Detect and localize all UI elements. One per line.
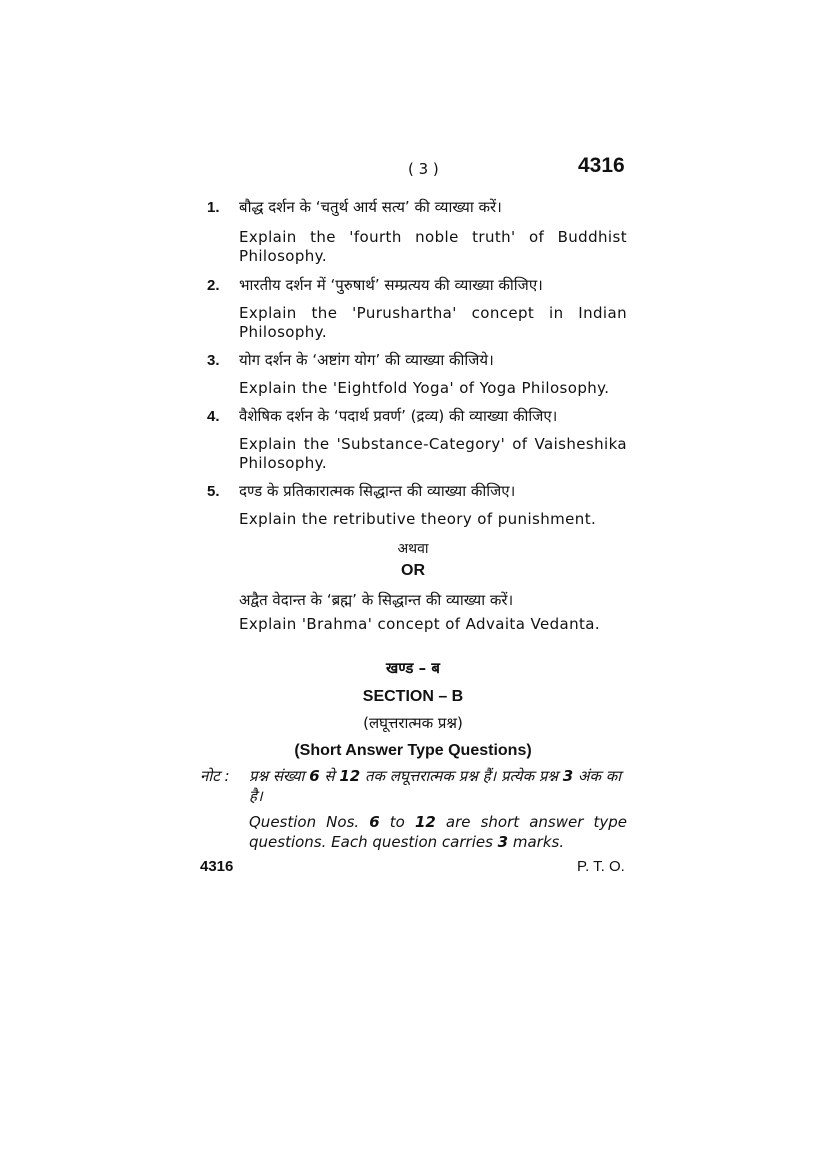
section-title-english: SECTION – B [362,688,464,705]
note-english-mid: to [379,813,415,831]
note-hindi-end: अंक का है। [249,767,622,805]
question-number-5: 5. [207,483,220,500]
question-number-3: 3. [207,352,220,369]
note-english-end: marks. [508,833,565,851]
note-hindi-post: तक लघूत्तरात्मक प्रश्न हैं। प्रत्येक प्रश्न [360,767,563,785]
note-english-pre: Question Nos. [249,813,370,831]
question-number-2: 2. [207,277,220,294]
question-5-english: Explain the retributive theory of punishment. [239,510,597,528]
question-2-english: Explain the 'Purushartha' concept in Indian Philosophy. [239,304,627,341]
section-subtitle-english: (Short Answer Type Questions) [294,742,532,759]
question-4-english: Explain the 'Substance-Category' of Vaisheshika Philosophy. [239,435,627,472]
question-3-hindi: योग दर्शन के ‘अष्टांग योग’ की व्याख्या कीजिये। [239,351,494,369]
or-english: OR [401,562,425,579]
note-hindi [249,766,627,806]
question-1-hindi: बौद्ध दर्शन के ‘चतुर्थ आर्य सत्य’ की व्याख्या करें। [239,198,502,216]
note-english-from: 6 [369,813,380,831]
note-hindi-from: 6 [309,767,320,785]
note-english [249,812,627,852]
alternative-english: Explain 'Brahma' concept of Advaita Vedanta. [239,615,601,633]
question-3-english: Explain the 'Eightfold Yoga' of Yoga Philosophy. [239,379,610,397]
question-5-hindi: दण्ड के प्रतिकारात्मक सिद्धान्त की व्याख्या कीजिए। [239,482,516,500]
note-hindi-marks: 3 [562,767,574,785]
pto-label: P. T. O. [577,858,625,875]
note-hindi-mid: से [319,767,340,785]
question-number-1: 1. [207,199,220,216]
note-english-post: are short answer type questions. Each question carries [249,813,627,851]
section-title-hindi: खण्ड – ब [386,659,440,677]
paper-code-footer: 4316 [200,858,234,875]
question-2-hindi: भारतीय दर्शन में ‘पुरुषार्थ’ सम्प्रत्यय की व्याख्या कीजिए। [239,276,543,294]
question-4-hindi: वैशेषिक दर्शन के ‘पदार्थ प्रवर्ण’ (द्रव्य) की व्याख्या कीजिए। [239,407,558,425]
page-number: ( 3 ) [408,160,439,178]
note-label: नोट : [200,767,230,785]
or-hindi: अथवा [397,541,429,557]
note-english-marks: 3 [497,833,509,851]
note-english-to: 12 [414,813,436,831]
question-number-4: 4. [207,408,220,425]
section-subtitle-hindi: (लघूत्तरात्मक प्रश्न) [363,714,463,732]
question-1-english: Explain the 'fourth noble truth' of Buddhist Philosophy. [239,228,627,265]
alternative-hindi: अद्वैत वेदान्त के ‘ब्रह्म’ के सिद्धान्त की व्याख्या करें। [239,591,514,609]
note-hindi-to: 12 [339,767,361,785]
paper-code-header: 4316 [578,154,625,177]
note-hindi-pre: प्रश्न संख्या [249,767,310,785]
